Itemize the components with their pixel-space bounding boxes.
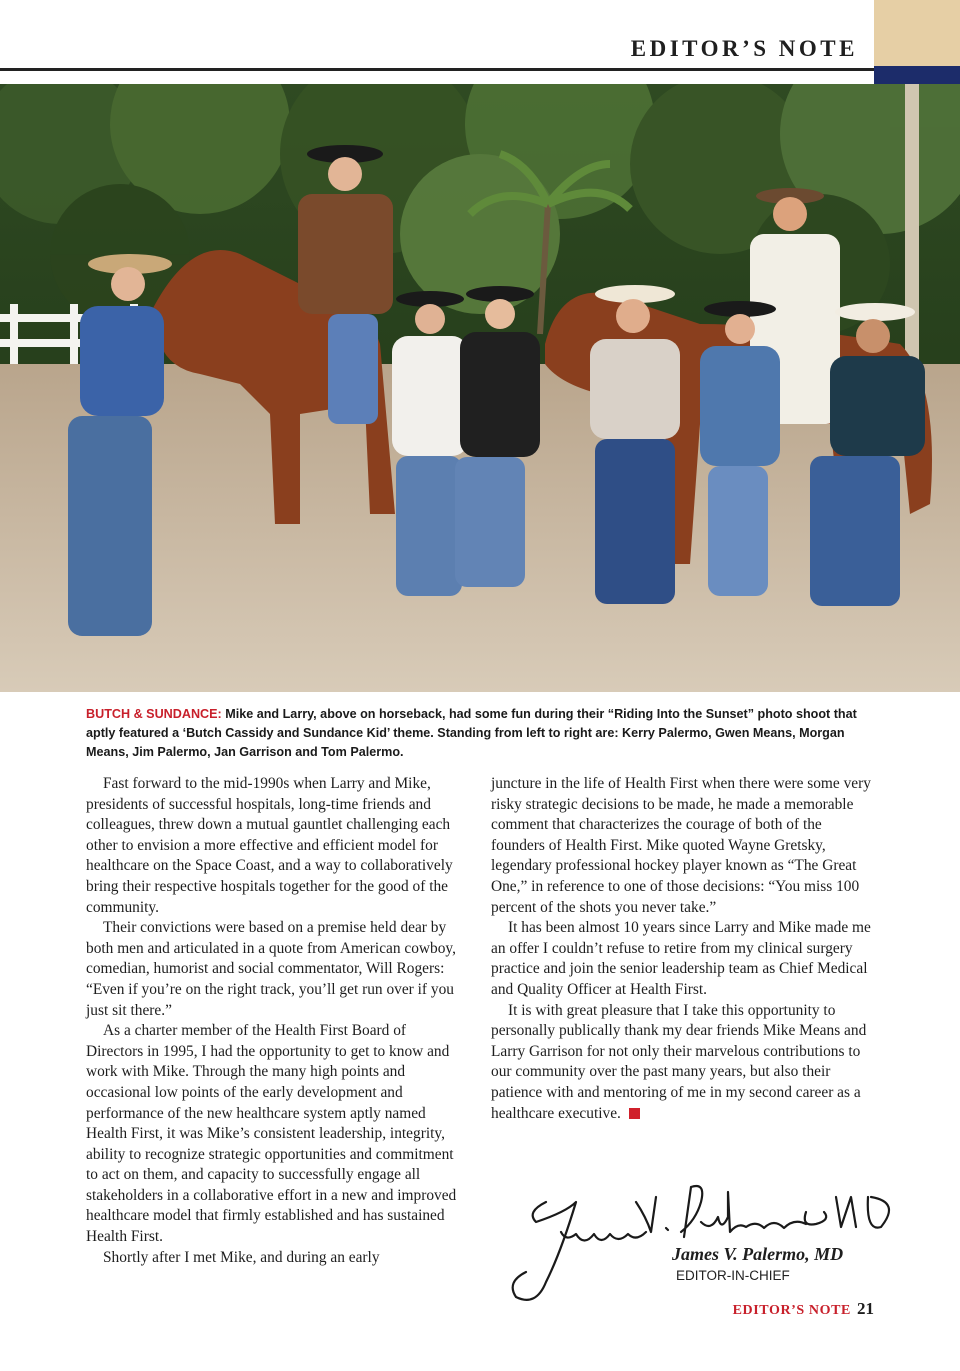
group-photo: [0, 84, 960, 692]
paragraph: As a charter member of the Health First Board of Directors in 1995, I had the opportunity to get to know and work with Mike. Through the many high points and occasional low points of the early development and performance of the new healthcare system aptly named Health First, it was Mike’s consistent leadership, integrity, ability to recognize strategic opportunities and commitment to act on them, and capacity to successfully engage all stakeholders in a collaborative effort in a new and improved healthcare model that firmly established and has sustained Health First.: [86, 1022, 457, 1246]
caption-lead: BUTCH & SUNDANCE:: [86, 707, 222, 721]
header-navy-tab: [874, 66, 960, 84]
paragraph-text: It is with great pleasure that I take this opportunity to personally publically thank my dear friends Mike Means and Larry Garrison for not only their marvelous contributions to our community over the past many years, but also their patience with and mentoring of me in my second career as a healthcare executive.: [491, 1001, 867, 1122]
header-tan-tab: [874, 0, 960, 66]
paragraph: Fast forward to the mid-1990s when Larry and Mike, presidents of successful hospitals, long-time friends and colleagues, threw down a mutual gauntlet challenging each other to envision a more effective and efficient model for healthcare on the Space Coast, and a way to collaboratively bring their respective hospitals together for the good of the community.: [86, 775, 453, 916]
article-column-right: [491, 774, 871, 1124]
page-number: 21: [857, 1299, 874, 1318]
article-column-left: [86, 774, 466, 1268]
signature-name: James V. Palermo, MD: [672, 1244, 844, 1264]
paragraph: [491, 1001, 871, 1125]
handwritten-signature: [506, 1172, 906, 1312]
page-footer: [733, 1299, 874, 1319]
header-rule: [0, 68, 874, 71]
photo-caption: [86, 705, 878, 762]
footer-section-label: EDITOR’S NOTE: [732, 1303, 851, 1318]
paragraph: Shortly after I met Mike, and during an early: [103, 1248, 380, 1266]
caption-text: Mike and Larry, above on horseback, had some fun during their “Riding Into the Sunset” photo shoot that aptly featured a ‘Butch Cassidy and Sundance Kid’ theme. Standing from left to right are: Kerry Palermo, Gwen Means, Morgan Means, Jim Palermo, Jan Garrison and Tom Palermo.: [86, 707, 857, 759]
end-mark-icon: [629, 1108, 640, 1119]
paragraph: juncture in the life of Health First when there were some very risky strategic decisions to be made, he made a memorable comment that characterizes the courage of both of the founders of Health First. Mike quoted Wayne Gretsky, legendary professional hockey player known as “The Great One,” in reference to one of those decisions: “You miss 100 percent of the shots you never take.”: [491, 775, 871, 916]
paragraph: It has been almost 10 years since Larry and Mike made me an offer I couldn’t refuse to retire from my clinical surgery practice and join the senior leadership team as Chief Medical and Quality Officer at Health First.: [491, 919, 871, 998]
paragraph: Their convictions were based on a premise held dear by both men and articulated in a quote from American cowboy, comedian, humorist and social commentator, Will Rogers: “Even if you’re on the right track, you’ll get run over if you just sit there.”: [86, 919, 456, 1019]
signature-role: EDITOR-IN-CHIEF: [676, 1268, 790, 1283]
section-title: EDITOR’S NOTE: [630, 36, 858, 61]
